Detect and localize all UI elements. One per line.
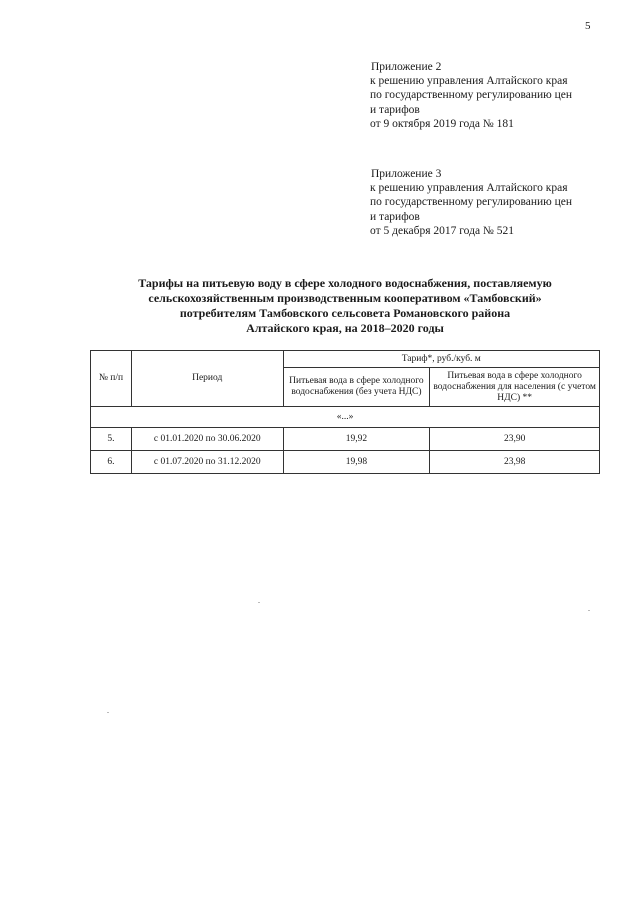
cell-value-without-vat: 19,98 [283,451,430,474]
header-without-vat: Питьевая вода в сфере холодного водоснабжения (без учета НДС) [283,368,430,407]
header-num: № п/п [91,351,132,407]
appendix-3-line: и тарифов [370,210,420,223]
appendix-3-line: к решению управления Алтайского края [370,182,568,195]
header-with-vat-population: Питьевая вода в сфере холодного водоснабжения для населения (с учетом НДС) ** [430,368,600,407]
appendix-2-heading: Приложение 2 [371,61,442,73]
table-row [91,428,600,451]
tariff-table [90,350,600,474]
table-ellipsis-row [91,407,600,428]
table-header-row [91,351,600,368]
appendix-2-line: по государственному регулированию цен [370,89,573,102]
ellipsis-cell: «...» [91,407,600,428]
appendix-3-block [370,167,620,238]
scan-speck [107,712,109,713]
cell-num: 5. [91,428,132,451]
page-number: 5 [585,20,591,32]
appendix-3-line: от 5 декабря 2017 года № 521 [370,224,515,237]
appendix-3-heading: Приложение 3 [371,168,442,180]
document-title [90,276,600,336]
appendix-3-line: по государственному регулированию цен [370,196,573,209]
title-line: потребителям Тамбовского сельсовета Романовского района [179,306,511,320]
appendix-2-line: к решению управления Алтайского края [370,75,568,88]
title-line: Алтайского края, на 2018–2020 годы [246,321,444,335]
scan-speck [588,610,590,611]
cell-num: 6. [91,451,132,474]
cell-period: с 01.01.2020 по 30.06.2020 [131,428,283,451]
scan-speck [258,602,260,603]
title-line: Тарифы на питьевую воду в сфере холодного водоснабжения, поставляемую [138,276,552,290]
title-line: сельскохозяйственным производственным кооперативом «Тамбовский» [148,291,542,305]
header-period: Период [131,351,283,407]
appendix-2-block [370,60,620,131]
cell-value-without-vat: 19,92 [283,428,430,451]
table-row [91,451,600,474]
cell-value-with-vat: 23,90 [430,428,600,451]
appendix-2-line: и тарифов [370,103,420,116]
header-tariff-group: Тариф*, руб./куб. м [283,351,599,368]
cell-period: с 01.07.2020 по 31.12.2020 [131,451,283,474]
cell-value-with-vat: 23,98 [430,451,600,474]
appendix-2-line: от 9 октября 2019 года № 181 [370,117,514,130]
